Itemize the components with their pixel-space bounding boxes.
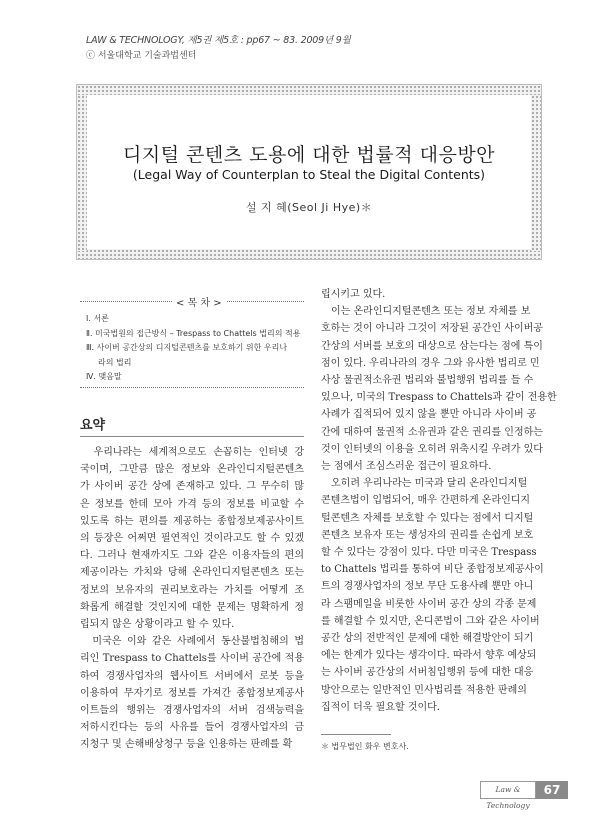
summary-line: 립시키고 있다. [321, 289, 386, 300]
toc-item: Ⅲ. 사이버 공간상의 디지털콘텐츠를 보호하기 위한 우리나 [86, 343, 288, 352]
summary-line: 간상의 서버를 보호의 대상으로 삼는다는 점에 특이 [321, 340, 543, 352]
summary-line: 집적이 더욱 필요할 것이다. [321, 701, 440, 713]
summary-line: 방안으로는 일반적인 민사법리를 적용한 판례의 [321, 684, 527, 696]
summary-line: 은 정보를 한데 모아 가격 등의 정보를 비교할 수 [80, 498, 304, 510]
paper-author: 설 지 혜(Seol Ji Hye)＊ [245, 201, 373, 214]
summary-line: 사상 물권적소유권 법리와 불법행위 법리를 들 수 [321, 375, 534, 387]
journal-copyright: ⓒ 서울대학교 기술과법센터 [86, 51, 197, 61]
summary-line: 점이 있다. 우리나라의 경우 그와 유사한 법리로 민 [321, 357, 540, 369]
toc-item: 라의 법리 [98, 357, 132, 367]
toc-list [80, 312, 304, 385]
summary-line: 미국은 이와 같은 사례에서 동산불법침해의 법 [80, 636, 304, 648]
summary-line: 이용하여 무자기로 정보를 가져간 종합정보제공사 [80, 687, 304, 699]
summary-right-column [321, 286, 557, 716]
summary-line: 지청구 및 손해배상청구 등을 인용하는 판례를 확 [80, 739, 293, 751]
paper-title-korean: 디지털 콘텐츠 도용에 대한 법률적 대응방안 [122, 144, 496, 166]
title-border-pattern [531, 95, 541, 251]
summary-line: 공간 상의 전반적인 문제에 대한 해결방안이 되기 [321, 633, 534, 645]
summary-line: 에는 한계가 있다는 생각이다. 따라서 향후 예상되 [321, 650, 537, 662]
title-border-pattern [77, 249, 541, 259]
journal-citation: LAW & TECHNOLOGY, 제5권 제5호 : pp67 ~ 83. 2009년 9월 [86, 35, 351, 46]
toc-item: Ⅱ. 미국법원의 접근방식 – Trespass to Chattels 법리의 적용 [86, 328, 301, 338]
summary-line: 할 수 있다는 강점이 있다. 다만 미국은 Trespass [321, 547, 537, 559]
summary-line: 화롭게 해결할 것인지에 대한 문제는 명확하게 정 [80, 601, 304, 613]
summary-line: 간에 대하여 물권적 소유권과 같은 권리를 인정하는 [321, 426, 543, 438]
summary-divider [80, 436, 304, 437]
summary-line: 이트들의 행위는 경쟁사업자의 서버 검색능력을 [80, 705, 304, 717]
summary-line: 가 사이버 공간 상에 존재하고 있다. 그 무수히 많 [80, 481, 304, 493]
title-border-pattern [77, 95, 87, 251]
summary-left-column [80, 444, 304, 754]
summary-line: 다. 그러나 현재까지도 그와 같은 이용자들의 편의 [80, 550, 304, 562]
toc-title: < 목 차 > [172, 294, 226, 309]
summary-line: 라 스팸메일을 비롯한 사이버 공간 상의 각종 문제 [321, 598, 537, 610]
summary-line: 호하는 것이 아니라 그것이 저장된 공간인 사이버공 [321, 323, 543, 335]
summary-line: 오히려 우리나라는 미국과 달리 온라인디지털 [321, 478, 528, 490]
summary-line: 이는 온라인디지털콘텐츠 또는 정보 자체를 보 [321, 306, 531, 318]
summary-line: 국이며, 그만큼 많은 정보와 온라인디지털콘텐츠 [80, 464, 304, 476]
footnote-divider [321, 734, 391, 735]
summary-line: 정보의 보유자의 권리보호라는 가치를 어떻게 조 [80, 584, 304, 596]
summary-line: 트의 경쟁사업자의 정보 무단 도용사례 뿐만 아니 [321, 581, 534, 593]
author-footnote: ＊ 법무법인 화우 변호사. [321, 742, 409, 751]
summary-line: 는 점에서 조심스러운 접근이 필요하다. [321, 461, 492, 473]
summary-line: 있으나, 미국의 Trespass to Chattels과 같이 전용한 [321, 392, 557, 404]
page-footer [480, 781, 568, 810]
summary-heading: 요약 [80, 418, 106, 433]
toc-header [80, 294, 304, 308]
paper-title-english: (Legal Way of Counterplan to Steal the Digital Contents) [132, 167, 486, 182]
table-of-contents [80, 294, 304, 388]
journal-header [86, 32, 386, 61]
summary-line: 콘텐츠 보유자 또는 생성자의 권리를 손쉽게 보호 [321, 529, 534, 541]
summary-line: 립되지 않은 상황이라고 할 수 있다. [80, 619, 235, 631]
toc-item: Ⅳ. 맺음말 [86, 372, 122, 381]
summary-line: 의 등장은 어쩌면 필연적인 것이라고도 할 수 있겠 [80, 533, 304, 545]
toc-divider [80, 387, 304, 388]
summary-line: to Chattels 법리를 통하여 비단 종합정보제공사이 [321, 564, 544, 576]
summary-line: 우리나라는 세계적으로도 손꼽히는 인터넷 강 [80, 447, 304, 458]
summary-line: 를 해결할 수 있지만, 온디콘법이 그와 같은 사이버 [321, 615, 540, 627]
summary-line: 있도록 하는 편의를 제공하는 종합정보제공사이트 [80, 515, 304, 527]
summary-line: 사례가 집적되어 있지 않을 뿐만 아니라 사이버 공 [321, 409, 537, 421]
summary-line: 리인 Trespass to Chattels를 사이버 공간에 적용 [80, 653, 304, 665]
footer-journal-name: Law & Technology [480, 781, 536, 799]
title-box [76, 84, 542, 260]
summary-line: 하여 경쟁사업자의 웹사이트 서버에서 로봇 등을 [80, 670, 304, 682]
title-panel [87, 95, 531, 249]
summary-line: 것이 인터넷의 이용을 오히려 위축시킬 우려가 있다 [321, 443, 543, 455]
title-border-pattern [77, 85, 541, 95]
summary-line: 는 사이버 공간상의 서버침입행위 등에 대한 대응 [321, 667, 534, 679]
summary-line: 제공이라는 가치와 당해 온라인디지털콘텐츠 또는 [80, 567, 304, 579]
summary-line: 털콘텐츠 자체를 보호할 수 있다는 점에서 디지털 [321, 512, 534, 524]
summary-line: 콘텐츠법이 입법되어, 매우 간편하게 온라인디지 [321, 495, 531, 507]
page-number: 67 [536, 781, 568, 799]
summary-line: 저하시킨다는 등의 사유를 들어 경쟁사업자의 금 [80, 722, 304, 734]
toc-item: Ⅰ. 서론 [86, 314, 109, 323]
